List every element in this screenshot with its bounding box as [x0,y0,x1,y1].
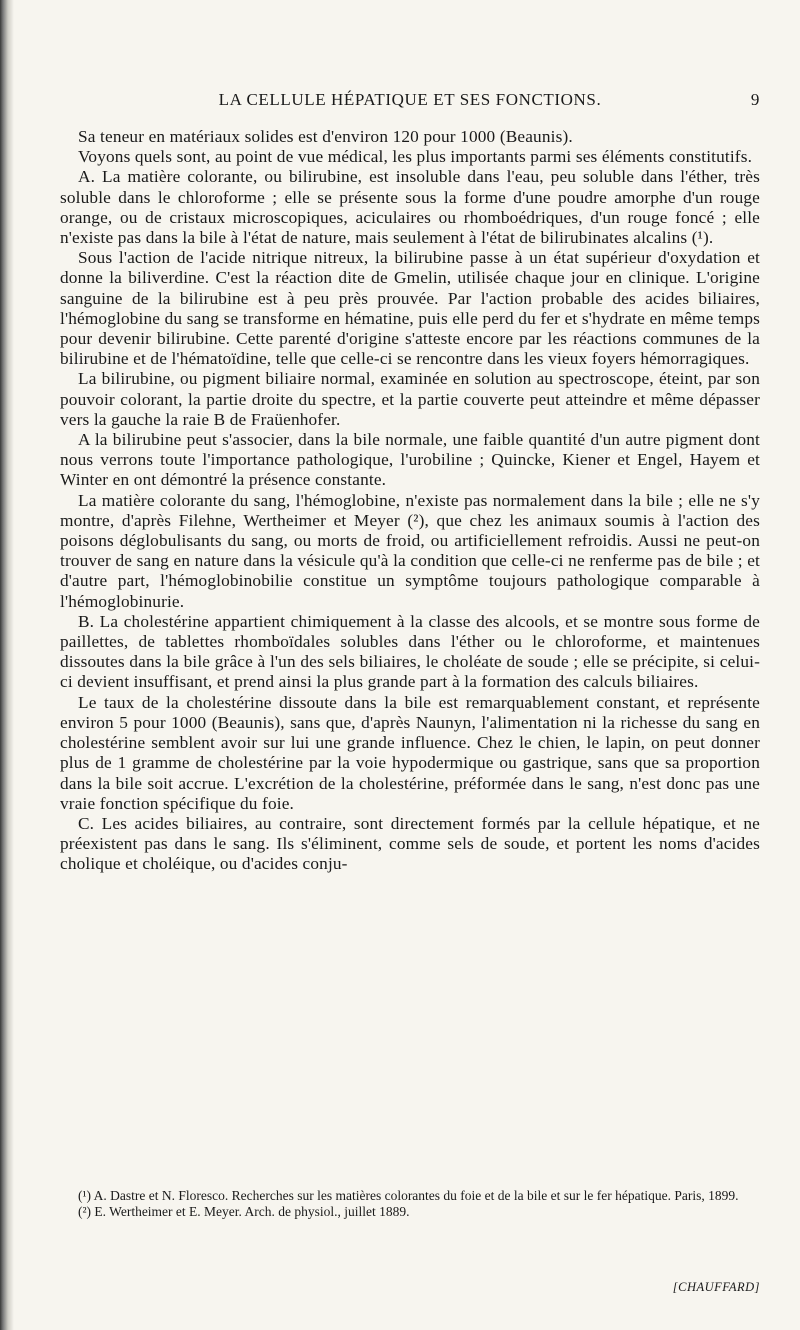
paragraph: Voyons quels sont, au point de vue médical, les plus importants parmi ses éléments constitutifs. [78,147,753,167]
paragraph: Le taux de la cholestérine dissoute dans la bile est remarquablement constant, et représente environ 5 pour 1000 (Beaunis), sans que, d'après Naunyn, l'alimentation ni la richesse du sang en cholestérine semblent avoir sur lui une grande influence. Chez le chien, le lapin, on peut donner plus de 1 gramme de cholestérine par la voie hypodermique ou gastrique, sans que sa proportion dans la bile soit accrue. L'excrétion de la cholestérine, préformée dans le sang, n'est donc pas une vraie fonction spécifique du foie. [60,692,760,813]
paragraph: Sous l'action de l'acide nitrique nitreux, la bilirubine passe à un état supérieur d'oxydation et donne la biliverdine. C'est la réaction dite de Gmelin, utilisée chaque jour en clinique. L'origine sanguine de la bilirubine est à peu près prouvée. Par l'action probable des acides biliaires, l'hémoglobine du sang se transforme en hématine, puis elle perd du fer et s'hydrate en même temps pour devenir bilirubine. Cette parenté d'origine s'atteste encore par les réactions communes de la bilirubine et de l'hématoïdine, telle que celle-ci se rencontre dans les vieux foyers hémorragiques. [60,248,760,369]
running-header [60,90,760,112]
paragraph: B. La cholestérine appartient chimiquement à la classe des alcools, et se montre sous forme de paillettes, de tablettes rhomboïdales solubles dans l'éther ou le chloroforme, et maintenues dissoutes dans la bile grâce à l'un des sels biliaires, le choléate de soude ; elle se précipite, si celui-ci devient insuffisant, et prend ainsi la plus grande part à la formation des calculs biliaires. [60,611,760,692]
footnotes [60,1188,760,1220]
paragraph: A. La matière colorante, ou bilirubine, est insoluble dans l'eau, peu soluble dans l'éther, très soluble dans le chloroforme ; elle se présente sous la forme d'une poudre amorphe d'un rouge orange, ou de cristaux microscopiques, aciculaires ou rhomboédriques, d'un rouge foncé ; elle n'existe pas dans la bile à l'état de nature, mais seulement à l'état de bilirubinates alcalins (¹). [60,167,760,248]
page-edge-shadow [0,0,14,1330]
body-text [60,127,760,875]
paragraph: La bilirubine, ou pigment biliaire normal, examinée en solution au spectroscope, éteint, par son pouvoir colorant, la partie droite du spectre, et la partie couverte peut atteindre et même dépasser vers la gauche la raie B de Fraüenhofer. [60,369,760,429]
paragraph: Sa teneur en matériaux solides est d'environ 120 pour 1000 (Beaunis). [78,127,573,146]
footnote: (¹) A. Dastre et N. Floresco. Recherches sur les matières colorantes du foie et de la bile et sur le fer hépatique. Paris, 1899. [78,1188,739,1203]
footnote: (²) E. Wertheimer et E. Meyer. Arch. de physiol., juillet 1889. [78,1204,410,1219]
paragraph: C. Les acides biliaires, au contraire, sont directement formés par la cellule hépatique, et ne préexistent pas dans le sang. Ils s'éliminent, comme sels de soude, et portent les noms d'acides cholique et choléique, ou d'acides conju- [60,813,760,874]
author-signature: [CHAUFFARD] [672,1280,760,1294]
paragraph: La matière colorante du sang, l'hémoglobine, n'existe pas normalement dans la bile ; elle ne s'y montre, d'après Filehne, Wertheimer et Meyer (²), que chez les animaux soumis à l'action des poisons déglobulisants du sang, ou morts de froid, ou artificiellement refroidis. Aussi ne peut-on trouver de sang en nature dans la vésicule qu'à la condition que celle-ci ne renferme pas de bile ; et d'autre part, l'hémoglobinobilie constitue un symptôme toujours pathologique comparable à l'hémoglobinurie. [60,490,760,611]
page-number: 9 [750,90,760,109]
header-title: LA CELLULE HÉPATIQUE ET SES FONCTIONS. [218,90,602,109]
paragraph: A la bilirubine peut s'associer, dans la bile normale, une faible quantité d'un autre pigment dont nous verrons toute l'importance pathologique, l'urobiline ; Quincke, Kiener et Engel, Hayem et Winter en ont démontré la présence constante. [60,430,760,490]
